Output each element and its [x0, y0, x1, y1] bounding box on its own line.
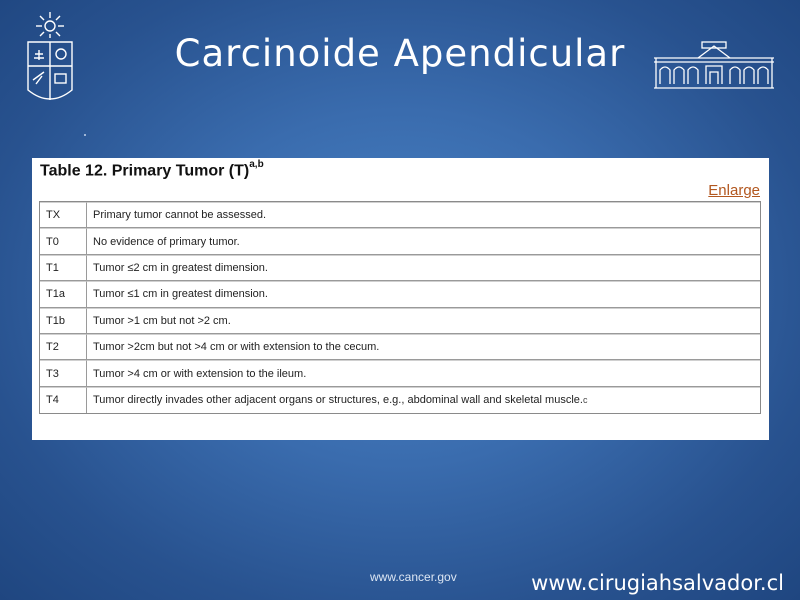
stage-code: T1b [40, 308, 87, 334]
table-row [40, 228, 760, 254]
table-row [40, 202, 760, 228]
decorative-dot [84, 134, 86, 136]
table-row [40, 255, 760, 281]
table-panel [32, 158, 769, 440]
primary-tumor-table [39, 201, 761, 414]
stage-code: T1 [40, 255, 87, 281]
stage-description [87, 387, 760, 413]
footnote-marker: c [582, 395, 588, 406]
enlarge-link[interactable]: Enlarge [708, 182, 760, 199]
stage-description: Tumor ≤1 cm in greatest dimension. [87, 281, 760, 307]
table-title-superscript: a,b [249, 159, 264, 170]
table-row [40, 334, 760, 360]
stage-description-text: Tumor directly invades other adjacent organs or structures, e.g., abdominal wall and skeletal muscle. [93, 394, 583, 407]
stage-description: Tumor >4 cm or with extension to the ileum. [87, 360, 760, 386]
stage-code: T2 [40, 334, 87, 360]
hospital-building-icon [652, 40, 776, 92]
stage-code: TX [40, 202, 87, 228]
stage-description: Tumor ≤2 cm in greatest dimension. [87, 255, 760, 281]
stage-code: T0 [40, 228, 87, 254]
stage-code: T4 [40, 387, 87, 413]
website-url: www.cirugiahsalvador.cl [531, 571, 784, 595]
table-title [40, 161, 264, 180]
table-row [40, 360, 760, 386]
stage-description: Tumor >2cm but not >4 cm or with extension to the cecum. [87, 334, 760, 360]
stage-description: Tumor >1 cm but not >2 cm. [87, 308, 760, 334]
table-title-text: Table 12. Primary Tumor (T) [40, 162, 250, 180]
stage-code: T1a [40, 281, 87, 307]
stage-code: T3 [40, 360, 87, 386]
source-credit: www.cancer.gov [370, 570, 457, 584]
slide-title: Carcinoide Apendicular [174, 32, 626, 75]
stage-description: No evidence of primary tumor. [87, 228, 760, 254]
table-row [40, 308, 760, 334]
stage-description: Primary tumor cannot be assessed. [87, 202, 760, 228]
table-row [40, 387, 760, 413]
table-row [40, 281, 760, 307]
